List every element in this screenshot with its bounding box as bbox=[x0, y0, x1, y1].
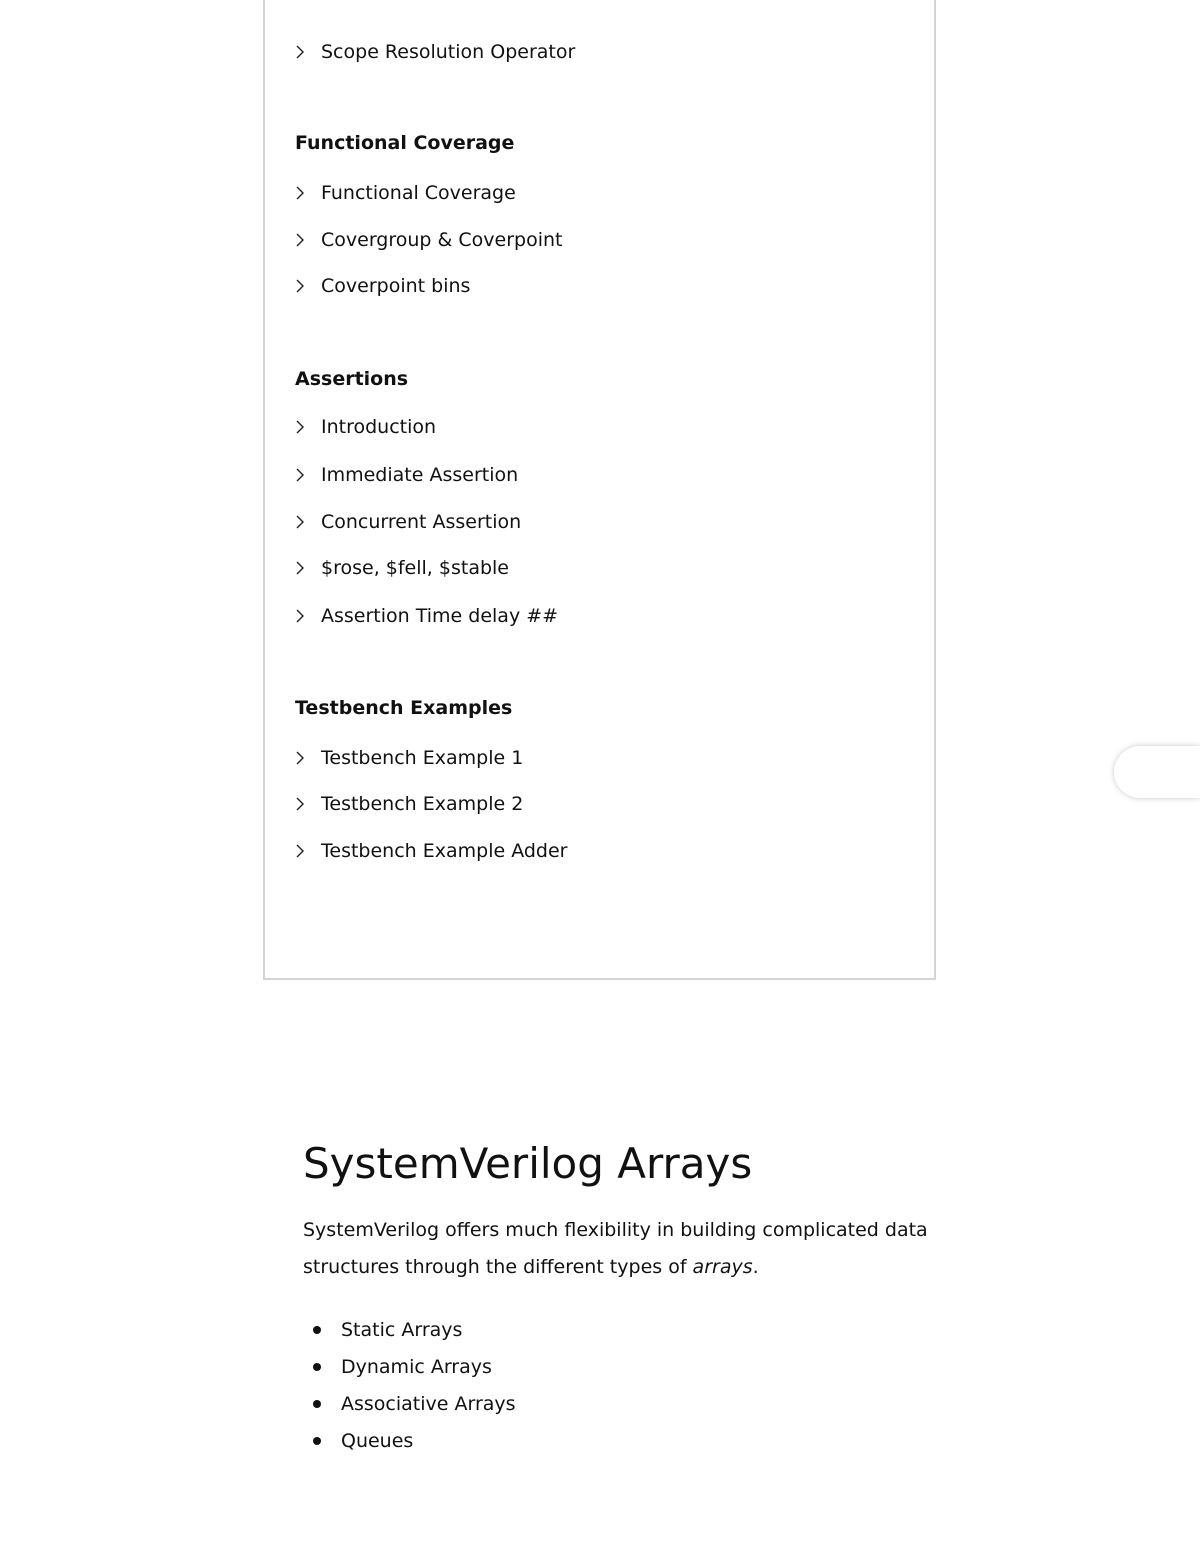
sidebar-item-label: Scope Resolution Operator bbox=[321, 41, 576, 63]
intro-emphasis: arrays bbox=[692, 1256, 753, 1278]
sidebar-item-label: $rose, $fell, $stable bbox=[321, 557, 509, 579]
list-item: Static Arrays bbox=[341, 1312, 943, 1349]
list-item: Associative Arrays bbox=[341, 1386, 943, 1423]
sidebar-item-label: Assertion Time delay ## bbox=[321, 605, 559, 627]
sidebar-item-label: Testbench Example 1 bbox=[321, 747, 524, 769]
sidebar-item-covergroup-coverpoint[interactable] bbox=[295, 229, 562, 251]
chevron-right-icon bbox=[295, 609, 321, 623]
section-heading-testbench-examples bbox=[295, 697, 512, 719]
sidebar-item-label: Coverpoint bins bbox=[321, 275, 471, 297]
list-item: Queues bbox=[341, 1423, 943, 1460]
sidebar-item-label: Testbench Example Adder bbox=[321, 840, 568, 862]
sidebar-item-concurrent-assertion[interactable] bbox=[295, 511, 521, 533]
section-heading-functional-coverage bbox=[295, 132, 514, 154]
sidebar-item-label: Covergroup & Coverpoint bbox=[321, 229, 563, 251]
section-heading-assertions bbox=[295, 368, 408, 390]
sidebar-item-label: Testbench Example 2 bbox=[321, 793, 524, 815]
page-title: SystemVerilog Arrays bbox=[303, 1139, 753, 1188]
chevron-right-icon bbox=[295, 561, 321, 575]
article-content bbox=[303, 1138, 943, 1460]
chevron-right-icon bbox=[295, 797, 321, 811]
sidebar-item-label: Concurrent Assertion bbox=[321, 511, 522, 533]
list-item: Dynamic Arrays bbox=[341, 1349, 943, 1386]
chevron-right-icon bbox=[295, 468, 321, 482]
sidebar-item-coverpoint-bins[interactable] bbox=[295, 275, 470, 297]
section-heading: Testbench Examples bbox=[295, 697, 513, 719]
sidebar-item-assertion-time-delay[interactable] bbox=[295, 605, 558, 627]
sidebar-item-label: Functional Coverage bbox=[321, 182, 516, 204]
chevron-right-icon bbox=[295, 515, 321, 529]
array-types-list bbox=[303, 1312, 943, 1460]
section-heading: Functional Coverage bbox=[295, 132, 515, 154]
sidebar-item-scope-resolution-operator[interactable] bbox=[295, 41, 575, 63]
sidebar-panel bbox=[263, 0, 936, 980]
intro-text: SystemVerilog offers much flexibility in building complicated data structures through the different types of bbox=[303, 1219, 928, 1278]
sidebar-item-testbench-example-adder[interactable] bbox=[295, 840, 568, 862]
sidebar-item-testbench-example-1[interactable] bbox=[295, 747, 523, 769]
sidebar-item-functional-coverage[interactable] bbox=[295, 182, 516, 204]
chevron-right-icon bbox=[295, 279, 321, 293]
sidebar-item-rose-fell-stable[interactable] bbox=[295, 557, 509, 579]
chevron-right-icon bbox=[295, 45, 321, 59]
chevron-right-icon bbox=[295, 186, 321, 200]
article-intro bbox=[303, 1212, 943, 1286]
floating-side-tab[interactable] bbox=[1114, 746, 1200, 798]
chevron-right-icon bbox=[295, 751, 321, 765]
sidebar-item-introduction[interactable] bbox=[295, 416, 436, 438]
section-heading: Assertions bbox=[295, 368, 409, 390]
chevron-right-icon bbox=[295, 233, 321, 247]
sidebar-item-testbench-example-2[interactable] bbox=[295, 793, 523, 815]
chevron-right-icon bbox=[295, 844, 321, 858]
sidebar-item-immediate-assertion[interactable] bbox=[295, 464, 518, 486]
sidebar-item-label: Immediate Assertion bbox=[321, 464, 519, 486]
chevron-right-icon bbox=[295, 420, 321, 434]
intro-end: . bbox=[752, 1256, 759, 1278]
sidebar-item-label: Introduction bbox=[321, 416, 437, 438]
